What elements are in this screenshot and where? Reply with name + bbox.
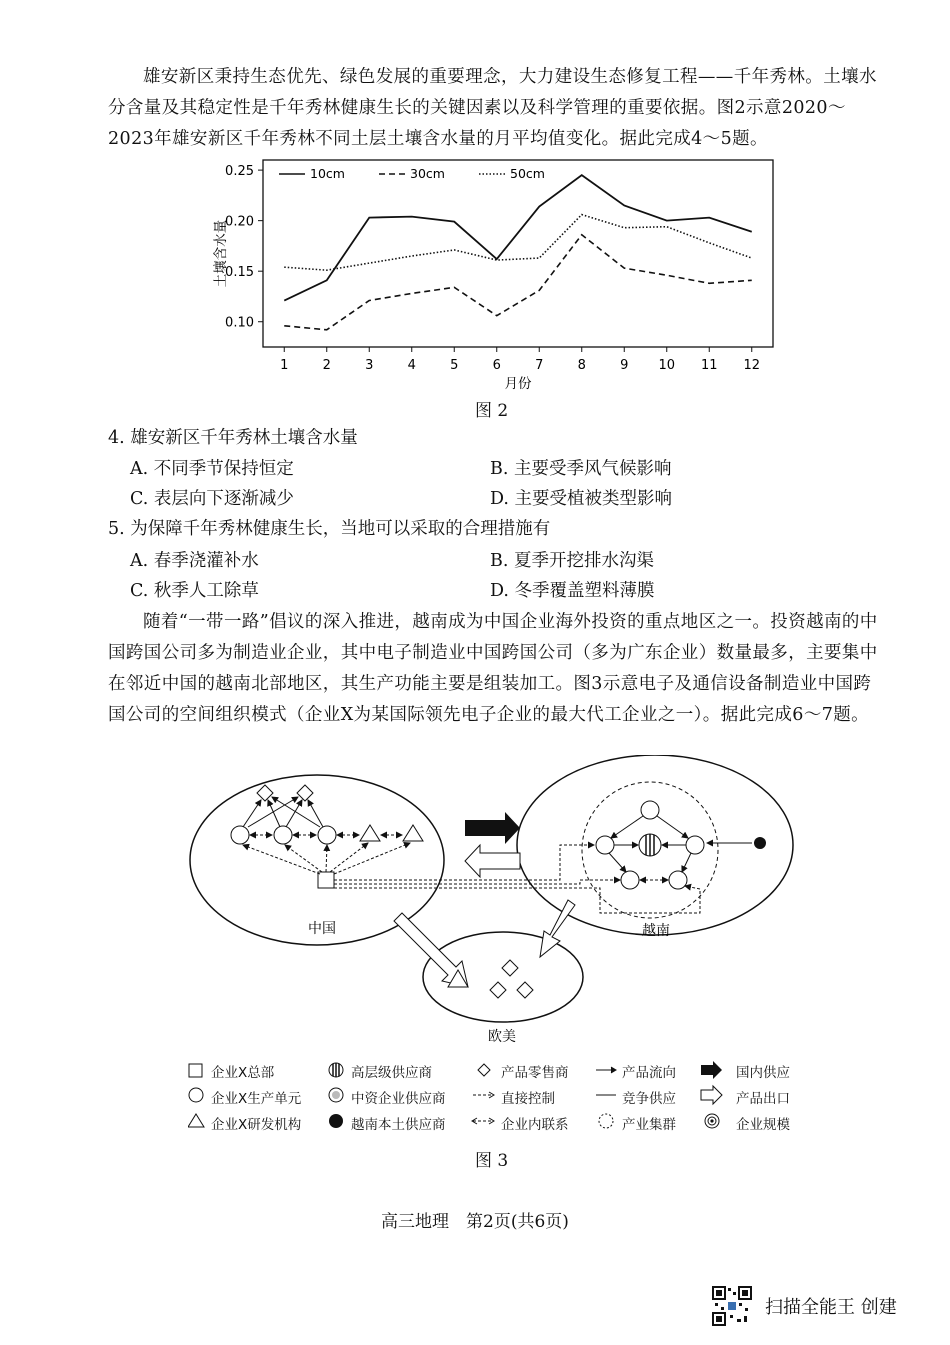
- retailer-diamond: [257, 785, 273, 801]
- headquarters-square: [318, 872, 334, 888]
- legend-domestic-supply: 国内供应: [736, 1065, 790, 1081]
- q5-option-c: C. 秋季人工除草: [130, 581, 259, 601]
- y-axis-label: 土壤含水量: [213, 219, 229, 288]
- domestic-supply-arrow: [465, 812, 520, 844]
- legend-cluster: 产业集群: [622, 1117, 676, 1133]
- legend-hq: 企业X总部: [211, 1065, 275, 1081]
- legend-direct-control: 直接控制: [501, 1091, 555, 1107]
- series-line-50cm: [284, 215, 752, 271]
- q5-option-a: A. 春季浇灌补水: [130, 551, 259, 571]
- rd-institution: [360, 825, 380, 841]
- production-unit: [669, 871, 687, 889]
- q4-option-a: A. 不同季节保持恒定: [130, 459, 294, 479]
- soil-moisture-chart: [195, 152, 795, 402]
- series-line-10cm: [284, 175, 752, 300]
- x-tick-label: 8: [577, 358, 586, 373]
- retailer-symbol: [478, 1064, 490, 1076]
- legend-product-flow: 产品流向: [622, 1065, 676, 1081]
- hq-symbol: [189, 1064, 202, 1077]
- qr-code-icon: [712, 1286, 756, 1326]
- x-tick-label: 3: [365, 358, 374, 373]
- production-unit: [641, 801, 659, 819]
- legend-rd: 企业X研发机构: [211, 1117, 302, 1133]
- legend-scale: 企业规模: [736, 1117, 790, 1133]
- y-tick-label: 0.10: [225, 315, 254, 331]
- y-tick-label: 0.20: [225, 214, 254, 230]
- legend-internal-link: 企业内联系: [501, 1117, 569, 1133]
- legend-competitive-supply: 竞争供应: [622, 1091, 676, 1107]
- x-tick-label: 7: [535, 358, 544, 373]
- plot-frame: [263, 160, 773, 347]
- spatial-organization-diagram: [180, 755, 800, 1055]
- question-5-stem: 5. 为保障千年秀林健康生长，当地可以采取的合理措施有: [108, 519, 551, 539]
- legend-chinese-supplier: 中资企业供应商: [351, 1091, 446, 1107]
- y-tick-label: 0.15: [225, 265, 254, 281]
- retailer-diamond: [297, 785, 313, 801]
- export-arrow: [465, 845, 520, 877]
- legend-label-50cm: 50cm: [510, 166, 545, 181]
- retailer-diamond: [502, 960, 518, 976]
- legend-local-supplier: 越南本土供应商: [351, 1117, 446, 1133]
- production-unit: [274, 826, 292, 844]
- x-tick-label: 10: [658, 358, 676, 373]
- vietnam-local-supplier: [754, 837, 766, 849]
- chinese-supplier: [686, 836, 704, 854]
- legend-label-30cm: 30cm: [410, 166, 445, 181]
- q5-option-b: B. 夏季开挖排水沟渠: [490, 551, 654, 571]
- production-unit: [621, 871, 639, 889]
- q4-option-b: B. 主要受季风气候影响: [490, 459, 672, 479]
- label-vietnam: 越南: [642, 923, 670, 939]
- production-unit: [318, 826, 336, 844]
- x-tick-label: 9: [620, 358, 629, 373]
- x-axis-label: 月份: [504, 376, 532, 392]
- x-tick-label: 6: [492, 358, 501, 373]
- production-unit-symbol: [189, 1088, 203, 1102]
- production-unit: [596, 836, 614, 854]
- x-tick-label: 2: [322, 358, 331, 373]
- figure-2-caption: 图 2: [475, 401, 509, 421]
- x-tick-label: 1: [280, 358, 289, 373]
- scanner-watermark: 扫描全能王 创建: [765, 1297, 897, 1318]
- legend-production-unit: 企业X生产单元: [211, 1091, 302, 1107]
- figure-3-caption: 图 3: [475, 1151, 509, 1171]
- y-tick-label: 0.25: [225, 164, 254, 180]
- legend-retailer: 产品零售商: [501, 1065, 569, 1081]
- question-4-stem: 4. 雄安新区千年秀林土壤含水量: [108, 428, 358, 448]
- intro-paragraph-1: 雄安新区秉持生态优先、绿色发展的重要理念，大力建设生态修复工程——千年秀林。土壤水分含量及其稳定性是千年秀林健康生长的关键因素以及科学管理的重要依据。图2示意2020～2023年雄安新区千年秀林不同土层土壤含水量的月平均值变化。据此完成4～5题。: [108, 67, 877, 149]
- rd-institution: [403, 825, 423, 841]
- rd-symbol: [188, 1114, 204, 1127]
- x-tick-label: 12: [743, 358, 761, 373]
- page-footer: 高三地理 第2页(共6页): [381, 1212, 569, 1232]
- retailer-diamond: [490, 982, 506, 998]
- production-unit: [231, 826, 249, 844]
- q5-option-d: D. 冬季覆盖塑料薄膜: [490, 581, 655, 601]
- label-europe-america: 欧美: [488, 1029, 516, 1045]
- x-tick-label: 5: [450, 358, 459, 373]
- legend-high-tier-supplier: 高层级供应商: [351, 1065, 432, 1081]
- legend-label-10cm: 10cm: [310, 166, 345, 181]
- x-tick-label: 11: [700, 358, 718, 373]
- q4-option-c: C. 表层向下逐渐减少: [130, 489, 294, 509]
- retailer-diamond: [517, 982, 533, 998]
- label-china: 中国: [308, 921, 336, 937]
- q4-option-d: D. 主要受植被类型影响: [490, 489, 673, 509]
- series-line-30cm: [284, 235, 752, 330]
- local-supplier-symbol: [329, 1114, 343, 1128]
- intro-paragraph-2: 随着“一带一路”倡议的深入推进，越南成为中国企业海外投资的重点地区之一。投资越南的中国跨国公司多为制造业企业，其中电子制造业中国跨国公司（多为广东企业）数量最多，主要集中在邻近中国的越南北部地区，其生产功能主要是组装加工。图3示意电子及通信设备制造业中国跨国公司的空间组织模式（企业X为某国际领先电子企业的最大代工企业之一）。据此完成6～7题。: [108, 612, 878, 725]
- x-tick-label: 4: [407, 358, 416, 373]
- legend-export: 产品出口: [736, 1091, 790, 1107]
